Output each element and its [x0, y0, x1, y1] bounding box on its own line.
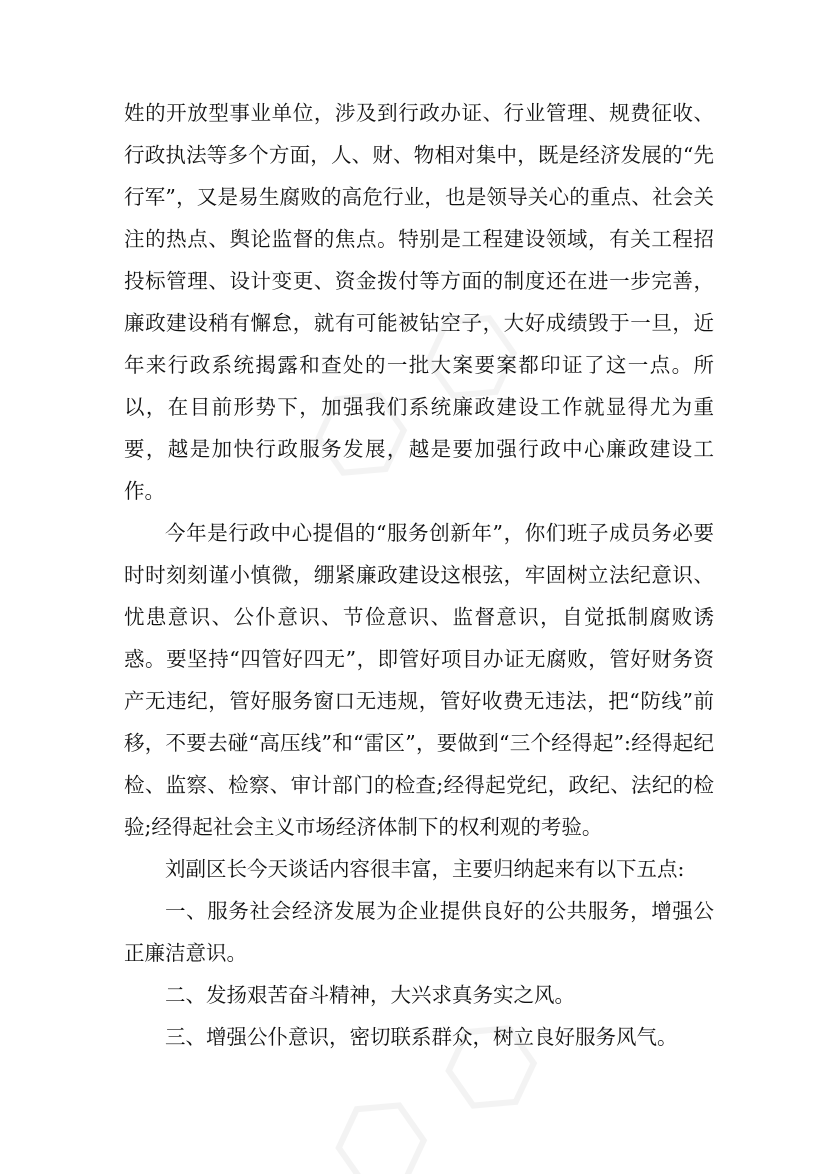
paragraph-6: 三、增强公仆意识，密切联系群众，树立良好服务风气。	[165, 1025, 678, 1049]
paragraph-5: 二、发扬艰苦奋斗精神，大兴求真务实之风。	[165, 983, 575, 1007]
paragraph-3: 刘副区长今天谈话内容很丰富，主要归纳起来有以下五点:	[165, 857, 685, 881]
paragraph-4: 一、服务社会经济发展为企业提供良好的公共服务，增强公正廉洁意识。	[124, 899, 714, 965]
document-body	[124, 92, 714, 1058]
paragraph-2: 今年是行政中心提倡的“服务创新年”，你们班子成员务必要时时刻刻谨小慎微，绷紧廉政建设这根弦，牢固树立法纪意识、忧患意识、公仆意识、节俭意识、监督意识，自觉抵制腐败诱惑。要坚持“四管好四无”，即管好项目办证无腐败，管好财务资产无违纪，管好服务窗口无违规，管好收费无违法，把“防线”前移，不要去碰“高压线”和“雷区”，要做到“三个经得起”:经得起纪检、监察、检察、审计部门的检查;经得起党纪，政纪、法纪的检验;经得起社会主义市场经济体制下的权利观的考验。	[124, 521, 714, 839]
paragraph-1: 姓的开放型事业单位，涉及到行政办证、行业管理、规费征收、行政执法等多个方面，人、财、物相对集中，既是经济发展的“先行军”，又是易生腐败的高危行业，也是领导关心的重点、社会关注的热点、舆论监督的焦点。特别是工程建设领域，有关工程招投标管理、设计变更、资金拨付等方面的制度还在进一步完善，廉政建设稍有懈怠，就有可能被钻空子，大好成绩毁于一旦，近年来行政系统揭露和查处的一批大案要案都印证了这一点。所以，在目前形势下，加强我们系统廉政建设工作就显得尤为重要，越是加快行政服务发展，越是要加强行政中心廉政建设工作。	[124, 101, 714, 503]
